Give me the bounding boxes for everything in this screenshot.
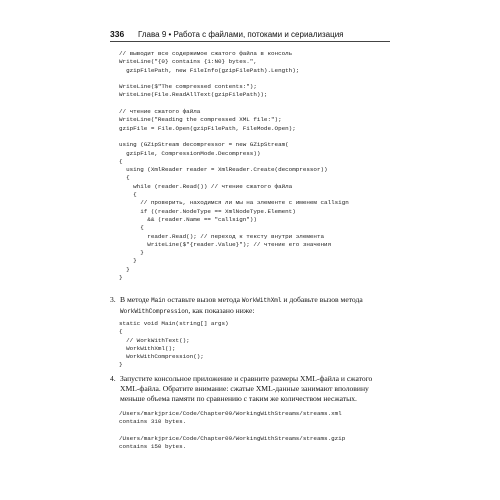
code-line: static void Main(string[] args) [119,320,229,327]
code-line: // проверить, находимся ли мы на элементе с именем callsign [119,199,349,207]
code-line: while (reader.Read()) // чтение сжатого файла [119,182,293,190]
code-line: WriteLine("{0} contains {1:N0} bytes.", [119,58,257,66]
header-rule [110,41,390,42]
code-block-output [119,410,345,451]
code-line: /Users/markjprice/Code/Chapter09/WorkingWithStreams/streams.xml [119,410,342,417]
page-number: 336 [110,29,125,39]
code-line: if ((reader.NodeType == XmlNodeType.Element) [119,207,296,215]
code-line: WriteLine($"{reader.Value}"); // чтение его значения [119,240,332,248]
code-line: } [119,361,123,369]
code-line: gzipFile = File.Open(gzipFilePath, FileMode.Open); [119,124,296,132]
code-line: { [119,224,144,232]
code-line: WorkWithCompression(); [119,353,204,361]
step-number: 3. [110,295,116,304]
step-number: 4. [110,374,116,383]
code-line: WorkWithXml(); [119,344,176,352]
code-line: } [119,274,123,282]
code-line: { [119,174,130,182]
code-line: { [119,328,123,336]
code-line [119,133,349,141]
code-line: contains 150 bytes. [119,443,187,451]
code-block-main-method [119,320,229,370]
code-line: && (reader.Name == "callsign")) [119,215,257,223]
code-line: // WorkWithText(); [119,336,190,344]
code-line [119,100,349,108]
code-line: /Users/markjprice/Code/Chapter09/WorkingWithStreams/streams.gzip [119,434,346,442]
code-line: { [119,191,137,199]
inline-code: WorkWithXml [241,297,282,304]
inline-code: Main [151,297,166,304]
step-text: Запустите консольное приложение и сравните размеры XML-файла и сжатого XML-файла. Обратите внимание: сжатые XML-данные занимают вполовину меньше объема памяти по сравнению с таким же количеством несжатых. [120,374,373,403]
code-line: // выводит все содержимое сжатого файла в консоль [119,50,293,57]
step-text: В методе Main оставьте вызов метода WorkWithXml и добавьте вызов метода WorkWithCompression, как показано ниже: [120,295,363,315]
code-line: { [119,157,123,165]
code-line: gzipFilePath, new FileInfo(gzipFilePath).Length); [119,66,300,74]
code-line: gzipFile, CompressionMode.Decompress)) [119,149,261,157]
code-line: using (XmlReader reader = XmlReader.Create(decompressor)) [119,166,328,174]
code-line [119,75,349,83]
code-line: } [119,265,130,273]
code-line [119,427,345,435]
code-line: WriteLine("Reading the compressed XML file:"); [119,116,282,124]
inline-code: WorkWithCompression [120,308,189,315]
code-line: using (GZipStream decompressor = new GZipStream( [119,141,289,149]
running-header [110,29,390,41]
code-block-read-gzip [119,50,349,282]
code-line: reader.Read(); // переход к тексту внутри элемента [119,232,325,240]
code-line: // чтение сжатого файла [119,108,201,116]
code-line: contains 310 bytes. [119,418,187,426]
code-line: } [119,249,144,257]
code-line: WriteLine($"The compressed contents:"); [119,83,257,91]
code-line: } [119,257,137,265]
chapter-title: Глава 9 • Работа с файлами, потоками и сериализация [138,29,344,39]
code-line: WriteLine(File.ReadAllText(gzipFilePath)); [119,91,268,99]
